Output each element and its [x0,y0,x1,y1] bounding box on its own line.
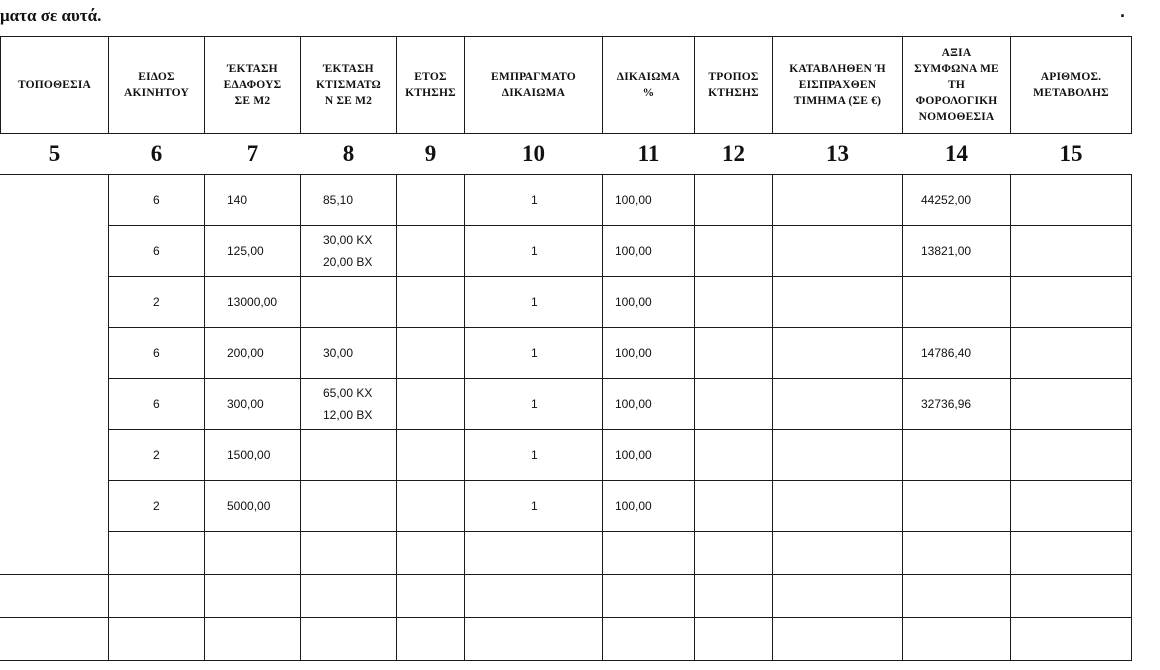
location-cell [1,481,109,532]
building-area-cell [301,481,397,532]
column-number: 9 [397,134,465,175]
land-area-cell: 140 [205,175,301,226]
empty-cell [465,618,603,661]
price-cell [773,226,903,277]
building-area-cell: 65,00 ΚΧ 12,00 ΒΧ [301,379,397,430]
column-number: 10 [465,134,603,175]
column-header: ΈΚΤΑΣΗ ΕΔΑΦΟΥΣ ΣΕ Μ2 [205,37,301,134]
table-row [1,175,1132,226]
land-area-cell: 5000,00 [205,481,301,532]
column-number: 14 [903,134,1011,175]
empty-cell [1,618,109,661]
acquisition-mode-cell [695,226,773,277]
column-header: ΤΟΠΟΘΕΣΙΑ [1,37,109,134]
change-number-cell [1011,379,1132,430]
right-percent-cell: 100,00 [603,430,695,481]
acquisition-year-cell [397,175,465,226]
acquisition-year-cell [397,277,465,328]
empty-cell [903,575,1011,618]
empty-cell [1011,532,1132,575]
empty-cell [301,575,397,618]
building-area-cell: 30,00 ΚΧ 20,00 ΒΧ [301,226,397,277]
empty-cell [603,532,695,575]
table-row [1,328,1132,379]
column-header: ΑΞΙΑ ΣΥΜΦΩΝΑ ΜΕ ΤΗ ΦΟΡΟΛΟΓΙΚΗ ΝΟΜΟΘΕΣΙΑ [903,37,1011,134]
page-heading-fragment: ματα σε αυτά. [0,6,102,25]
empty-cell [1,532,109,575]
building-area-cell: 85,10 [301,175,397,226]
real-right-cell: 1 [465,277,603,328]
real-right-cell: 1 [465,226,603,277]
empty-cell [397,532,465,575]
price-cell [773,379,903,430]
acquisition-year-cell [397,481,465,532]
right-percent-cell: 100,00 [603,481,695,532]
column-header: ΑΡΙΘΜΟΣ. ΜΕΤΑΒΟΛΗΣ [1011,37,1132,134]
location-cell [1,430,109,481]
empty-cell [1,575,109,618]
tax-value-cell: 14786,40 [903,328,1011,379]
acquisition-year-cell [397,379,465,430]
empty-cell [603,618,695,661]
building-area-cell [301,277,397,328]
acquisition-mode-cell [695,481,773,532]
change-number-cell [1011,277,1132,328]
real-right-cell: 1 [465,328,603,379]
change-number-cell [1011,481,1132,532]
column-header: ΔΙΚΑΙΩΜΑ % [603,37,695,134]
empty-cell [695,532,773,575]
land-area-cell: 200,00 [205,328,301,379]
empty-cell [465,532,603,575]
empty-table-row [1,532,1132,575]
property-kind-cell: 6 [109,226,205,277]
empty-cell [773,575,903,618]
column-number: 6 [109,134,205,175]
property-kind-cell: 6 [109,379,205,430]
location-cell [1,175,109,226]
tax-value-cell: 44252,00 [903,175,1011,226]
change-number-cell [1011,175,1132,226]
acquisition-year-cell [397,328,465,379]
tax-value-cell [903,430,1011,481]
acquisition-mode-cell [695,430,773,481]
right-percent-cell: 100,00 [603,379,695,430]
acquisition-mode-cell [695,277,773,328]
empty-cell [695,618,773,661]
change-number-cell [1011,328,1132,379]
acquisition-mode-cell [695,379,773,430]
table-row [1,277,1132,328]
empty-cell [397,618,465,661]
stray-mark: · [1120,6,1126,26]
column-header: ΕΜΠΡΑΓΜΑΤΟ ΔΙΚΑΙΩΜΑ [465,37,603,134]
column-number: 13 [773,134,903,175]
land-area-cell: 1500,00 [205,430,301,481]
empty-table-row [1,618,1132,661]
empty-cell [109,618,205,661]
price-cell [773,328,903,379]
price-cell [773,481,903,532]
empty-cell [205,532,301,575]
property-kind-cell: 2 [109,277,205,328]
acquisition-mode-cell [695,175,773,226]
table-row [1,226,1132,277]
column-header: ΕΤΟΣ ΚΤΗΣΗΣ [397,37,465,134]
property-kind-cell: 6 [109,175,205,226]
empty-cell [903,618,1011,661]
empty-cell [109,575,205,618]
empty-cell [109,532,205,575]
price-cell [773,277,903,328]
column-number: 12 [695,134,773,175]
empty-cell [397,575,465,618]
column-number: 5 [1,134,109,175]
price-cell [773,430,903,481]
empty-cell [1011,575,1132,618]
location-cell [1,379,109,430]
table-row [1,430,1132,481]
column-header: ΤΡΟΠΟΣ ΚΤΗΣΗΣ [695,37,773,134]
empty-cell [603,575,695,618]
empty-cell [301,618,397,661]
location-cell [1,226,109,277]
location-cell [1,277,109,328]
land-area-cell: 13000,00 [205,277,301,328]
column-header: ΈΚΤΑΣΗ ΚΤΙΣΜΑΤΩ Ν ΣΕ Μ2 [301,37,397,134]
empty-cell [465,575,603,618]
tax-value-cell [903,481,1011,532]
empty-table-row [1,575,1132,618]
price-cell [773,175,903,226]
tax-value-cell: 13821,00 [903,226,1011,277]
empty-cell [205,575,301,618]
acquisition-year-cell [397,430,465,481]
empty-cell [903,532,1011,575]
property-table-body [1,37,1132,661]
property-kind-cell: 6 [109,328,205,379]
empty-cell [301,532,397,575]
real-right-cell: 1 [465,379,603,430]
table-row [1,379,1132,430]
column-number: 15 [1011,134,1132,175]
right-percent-cell: 100,00 [603,277,695,328]
property-kind-cell: 2 [109,481,205,532]
right-percent-cell: 100,00 [603,226,695,277]
empty-cell [773,618,903,661]
acquisition-mode-cell [695,328,773,379]
right-percent-cell: 100,00 [603,328,695,379]
building-area-cell: 30,00 [301,328,397,379]
table-row [1,481,1132,532]
column-number: 7 [205,134,301,175]
column-header-row [1,37,1132,134]
building-area-cell [301,430,397,481]
column-number: 8 [301,134,397,175]
right-percent-cell: 100,00 [603,175,695,226]
acquisition-year-cell [397,226,465,277]
real-right-cell: 1 [465,430,603,481]
land-area-cell: 125,00 [205,226,301,277]
property-table [0,36,1132,661]
column-header: ΕΙΔΟΣ ΑΚΙΝΗΤΟΥ [109,37,205,134]
empty-cell [205,618,301,661]
empty-cell [695,575,773,618]
column-number: 11 [603,134,695,175]
empty-cell [773,532,903,575]
column-header: ΚΑΤΑΒΛΗΘΕΝ Ή ΕΙΣΠΡΑΧΘΕΝ ΤΙΜΗΜΑ (ΣΕ €) [773,37,903,134]
tax-value-cell: 32736,96 [903,379,1011,430]
tax-value-cell [903,277,1011,328]
column-number-row [1,134,1132,175]
property-kind-cell: 2 [109,430,205,481]
real-right-cell: 1 [465,481,603,532]
change-number-cell [1011,430,1132,481]
real-right-cell: 1 [465,175,603,226]
land-area-cell: 300,00 [205,379,301,430]
change-number-cell [1011,226,1132,277]
location-cell [1,328,109,379]
empty-cell [1011,618,1132,661]
